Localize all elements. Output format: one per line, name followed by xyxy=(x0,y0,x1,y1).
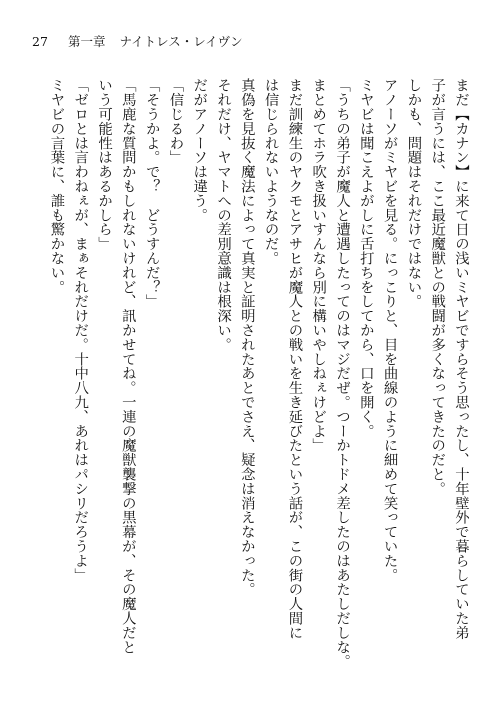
chapter-title: ナイトレス・レイヴン xyxy=(119,34,243,49)
page-number: 27 xyxy=(32,34,48,49)
text-line: ミヤビは聞こえよがしに舌打ちをしてから、口を開く。 xyxy=(357,78,374,438)
text-line: 「うちの弟子が魔人と遭遇したってのはマジだぜ。つーかトドメ差したのはあたしだしな。 xyxy=(334,78,351,669)
text-line: いう可能性はあるかしら」 xyxy=(96,78,113,251)
text-line: しかも、問題はそれだけではない。 xyxy=(405,78,422,309)
text-line: アノーソがミヤビを見る。にっこりと、目を曲線のように細めて笑っていた。 xyxy=(381,78,398,582)
text-line: ミヤビの言葉に、誰も驚かない。 xyxy=(48,78,65,294)
body-text xyxy=(32,78,472,678)
text-line: 真偽を見抜く魔法によって真実と証明されたあとでさえ、疑念は消えなかった。 xyxy=(238,78,255,597)
text-line: 子が言うには、ここ最近魔獣との戦闘が多くなってきたのだと。 xyxy=(429,78,446,496)
chapter-number: 第一章 xyxy=(68,34,106,49)
text-line: 「信じるわ」 xyxy=(167,78,184,165)
text-line: 「馬鹿な質問かもしれないけれど、訊かせてね。一連の魔獣襲撃の黒幕が、その魔人だと xyxy=(119,78,136,654)
text-line: まとめてホラ吹き扱いすんなら別に構いやしねぇけどよ」 xyxy=(310,78,327,453)
text-line: 「そうかよ。で？ どうすんだ？」 xyxy=(143,78,160,309)
text-line: は信じられないようなのだ。 xyxy=(262,78,279,266)
text-line: まだ訓練生のヤクモとアサヒが魔人との戦いを生き延びたという話が、この街の人間に xyxy=(286,78,303,640)
text-line: だがアノーソは違う。 xyxy=(191,78,208,222)
text-line: まだ【カナン】に来て日の浅いミヤビですらそう思ったし、十年壁外で暮らしていた弟 xyxy=(453,78,469,640)
text-line: それだけ、ヤマトへの差別意識は根深い。 xyxy=(215,78,232,352)
text-line: 「ゼロとは言わねぇが、まぁそれだけだ。十中八九、あれはパシリだろうよ」 xyxy=(72,78,89,582)
running-header xyxy=(32,32,243,52)
